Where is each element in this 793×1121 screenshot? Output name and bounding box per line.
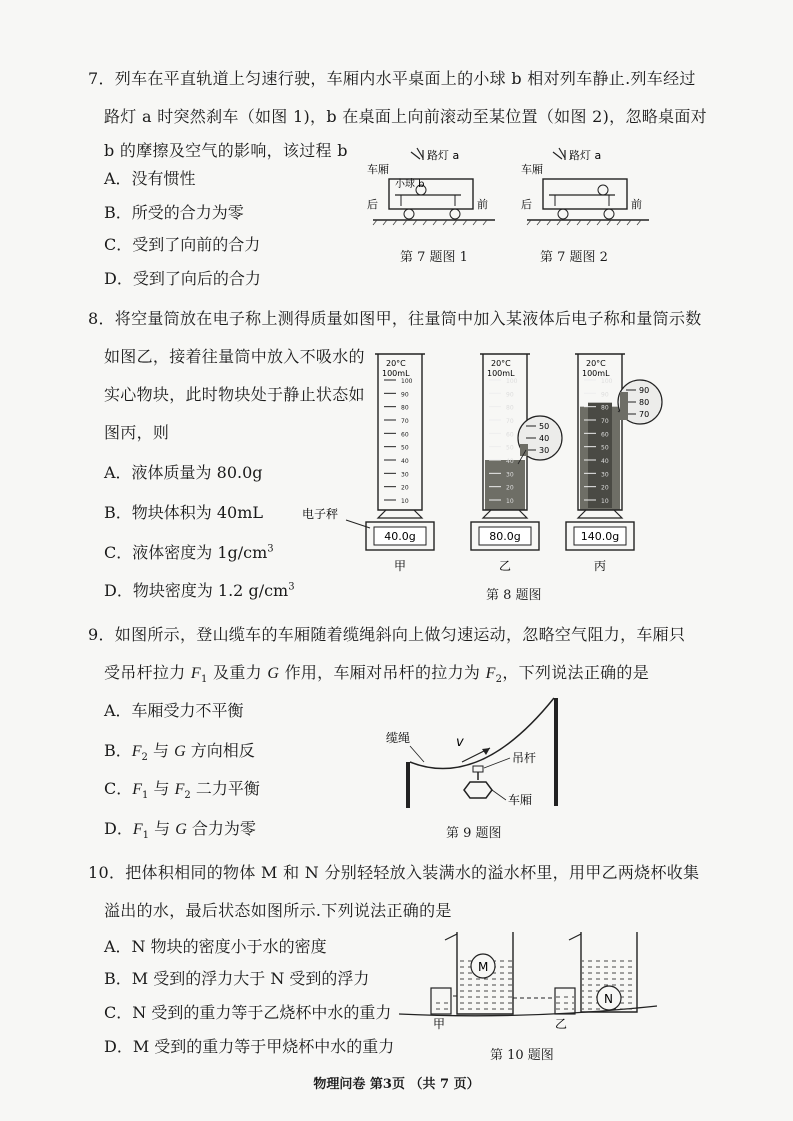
- q7f2-front-label: 前: [631, 198, 642, 211]
- zoom-tick-label: 90: [639, 386, 650, 395]
- tick-label: 10: [401, 498, 409, 505]
- yi-label: 乙: [555, 1017, 568, 1031]
- q7f1-car-label: 车厢: [367, 163, 389, 176]
- water-jia: [432, 998, 450, 1013]
- q7-stem-line1: 7．列车在平直轨道上匀速行驶，车厢内水平桌面上的小球 b 相对列车静止.列车经过: [88, 69, 696, 88]
- q7f2-lamp-label: 路灯 a: [569, 149, 602, 162]
- q9-stem-line1: 9．如图所示，登山缆车的车厢随着缆绳斜向上做匀速运动，忽略空气阻力，车厢只: [88, 625, 686, 644]
- tick-label: 60: [506, 431, 514, 439]
- tick-label: 70: [401, 418, 409, 425]
- measuring-cylinder: [471, 354, 539, 573]
- left-pole: [406, 762, 410, 808]
- scale-reading: 80.0g: [489, 530, 521, 543]
- q7-fig1-caption: 第 7 题图 1: [400, 250, 468, 265]
- q8-option-b: B．物块体积为 40mL: [104, 503, 264, 522]
- tick-label: 20: [601, 484, 609, 492]
- tick-label: 60: [601, 431, 609, 439]
- q7f1-front-label: 前: [477, 198, 488, 211]
- q10-option-b: B．M 受到的浮力大于 N 受到的浮力: [104, 969, 370, 988]
- tick-label: 60: [401, 431, 409, 439]
- q7f2-car-label: 车厢: [521, 163, 543, 176]
- q9-option-a: A．车厢受力不平衡: [104, 701, 244, 720]
- q9-option-b: B．$F_2$ 与 G 方向相反: [104, 741, 255, 764]
- scale-reading: 140.0g: [580, 530, 620, 543]
- rope-label: 缆绳: [386, 731, 411, 745]
- tick-label: 70: [506, 418, 514, 425]
- cylinder-capacity-label: 100mL: [487, 369, 515, 378]
- tick-label: 40: [401, 458, 409, 465]
- tick-label: 100: [506, 378, 518, 385]
- tick-label: 90: [506, 391, 514, 399]
- wheel: [450, 209, 460, 219]
- q7-figure-2: [519, 146, 659, 246]
- measuring-cylinder: [366, 354, 434, 573]
- tick-label: 30: [601, 471, 609, 479]
- wheel: [558, 209, 568, 219]
- cylinder-name: 丙: [593, 559, 607, 573]
- tick-label: 30: [506, 471, 514, 479]
- tick-label: 30: [401, 471, 409, 479]
- tick-label: 50: [601, 444, 609, 452]
- q10-stem-line1: 10．把体积相同的物体 M 和 N 分别轻轻放入装满水的溢水杯里，用甲乙两烧杯收集: [88, 863, 700, 882]
- q10-stem-line2: 溢出的水，最后状态如图所示.下列说法正确的是: [104, 901, 452, 920]
- q10-figure: [395, 928, 665, 1038]
- q7f1-back-label: 后: [367, 198, 378, 211]
- cylinder-temp-label: 20°C: [586, 359, 606, 368]
- cabin-label: 车厢: [508, 793, 533, 807]
- cabin-icon: [464, 782, 492, 798]
- zoom-tick-label: 30: [539, 446, 550, 455]
- q7-option-c: C．受到了向前的合力: [104, 235, 261, 254]
- q9-caption: 第 9 题图: [446, 826, 502, 841]
- page-footer: 物理问卷 第3页 （共 7 页）: [313, 1077, 480, 1092]
- q9-option-c: C．$F_1$ 与 $F_2$ 二力平衡: [104, 779, 260, 802]
- q8-stem-line3: 实心物块，此时物块处于静止状态如: [104, 385, 365, 404]
- q8-option-c: C．液体密度为 $1g/cm^3$: [104, 543, 274, 562]
- tick-label: 10: [601, 498, 609, 505]
- q7-option-b: B．所受的合力为零: [104, 203, 244, 222]
- cylinder-capacity-label: 100mL: [382, 369, 410, 378]
- velocity-label: v: [456, 735, 464, 750]
- tick-label: 100: [401, 378, 413, 385]
- tick-label: 40: [601, 458, 609, 465]
- cylinder-name: 乙: [498, 559, 512, 573]
- cylinder-temp-label: 20°C: [491, 359, 511, 368]
- q7-option-a: A．没有惯性: [104, 169, 196, 188]
- q7-option-d: D．受到了向后的合力: [104, 269, 261, 288]
- q7-stem-line2: 路灯 a 时突然刹车（如图 1)，b 在桌面上向前滚动至某位置（如图 2)，忽略桌面对: [104, 107, 707, 126]
- zoom-tick-label: 50: [539, 422, 550, 431]
- wheel: [404, 209, 414, 219]
- q8-caption: 第 8 题图: [486, 588, 542, 603]
- water-yi: [556, 996, 574, 1013]
- q7-fig2-caption: 第 7 题图 2: [540, 250, 608, 265]
- q7-figure-1: [365, 146, 505, 246]
- cylinder-name: 甲: [393, 559, 407, 573]
- ball-b: [598, 185, 608, 195]
- wheel: [604, 209, 614, 219]
- liquid: [485, 460, 525, 510]
- q8-figure: [300, 340, 680, 580]
- scale-label: 电子秤: [302, 507, 339, 521]
- tick-label: 20: [506, 484, 514, 492]
- tick-label: 90: [401, 391, 409, 399]
- q7f1-ball-label: 小球 b: [395, 179, 425, 190]
- lamp-icon: [411, 148, 423, 160]
- tick-label: 50: [401, 444, 409, 452]
- right-pole: [554, 698, 558, 806]
- tick-label: 80: [601, 404, 609, 412]
- cylinder-temp-label: 20°C: [386, 359, 406, 368]
- jia-label: 甲: [433, 1017, 446, 1031]
- tick-label: 100: [601, 378, 613, 385]
- zoom-tick-label: 80: [639, 398, 650, 407]
- tick-label: 10: [506, 498, 514, 505]
- tick-label: 80: [506, 404, 514, 412]
- cylinder-capacity-label: 100mL: [582, 369, 610, 378]
- magnifier-inset: [518, 416, 562, 460]
- tick-label: 70: [601, 418, 609, 425]
- zoom-tick-label: 70: [639, 410, 650, 419]
- magnifier-inset: [618, 380, 662, 424]
- q10-option-d: D．M 受到的重力等于甲烧杯中水的重力: [104, 1037, 395, 1056]
- q7f1-lamp-label: 路灯 a: [427, 149, 460, 162]
- q10-caption: 第 10 题图: [490, 1048, 554, 1063]
- q10-option-c: C．N 受到的重力等于乙烧杯中水的重力: [104, 1003, 392, 1022]
- q9-stem-line2: 受吊杆拉力 $F_1$ 及重力 G 作用，车厢对吊杆的拉力为 $F_2$，下列说法正确的是: [104, 663, 650, 686]
- q8-stem-line4: 图丙，则: [104, 423, 170, 442]
- q7-stem-line3: b 的摩擦及空气的影响，该过程 b: [104, 141, 348, 160]
- q8-stem-line1: 8．将空量筒放在电子称上测得质量如图甲，往量筒中加入某液体后电子称和量筒示数: [88, 309, 702, 328]
- tick-label: 80: [401, 404, 409, 412]
- tick-label: 40: [506, 458, 514, 465]
- q8-option-a: A．液体质量为 80.0g: [104, 463, 263, 482]
- m-label: M: [478, 960, 489, 974]
- rod-label: 吊杆: [512, 751, 537, 765]
- scale-reading: 40.0g: [384, 530, 416, 543]
- q9-figure: [380, 690, 580, 820]
- tick-label: 50: [506, 444, 514, 452]
- lamp-icon: [553, 148, 565, 160]
- q10-option-a: A．N 物块的密度小于水的密度: [104, 937, 327, 956]
- car-body: [543, 179, 627, 209]
- q8-option-d: D．物块密度为 1.2 $g/cm^3$: [104, 581, 295, 600]
- q9-option-d: D．$F_1$ 与 G 合力为零: [104, 819, 256, 842]
- tick-label: 90: [601, 391, 609, 399]
- q8-stem-line2: 如图乙，接着往量筒中放入不吸水的: [104, 347, 365, 366]
- n-label: N: [604, 992, 613, 1006]
- tick-label: 20: [401, 484, 409, 492]
- q7f2-back-label: 后: [521, 198, 532, 211]
- zoom-tick-label: 40: [539, 434, 550, 443]
